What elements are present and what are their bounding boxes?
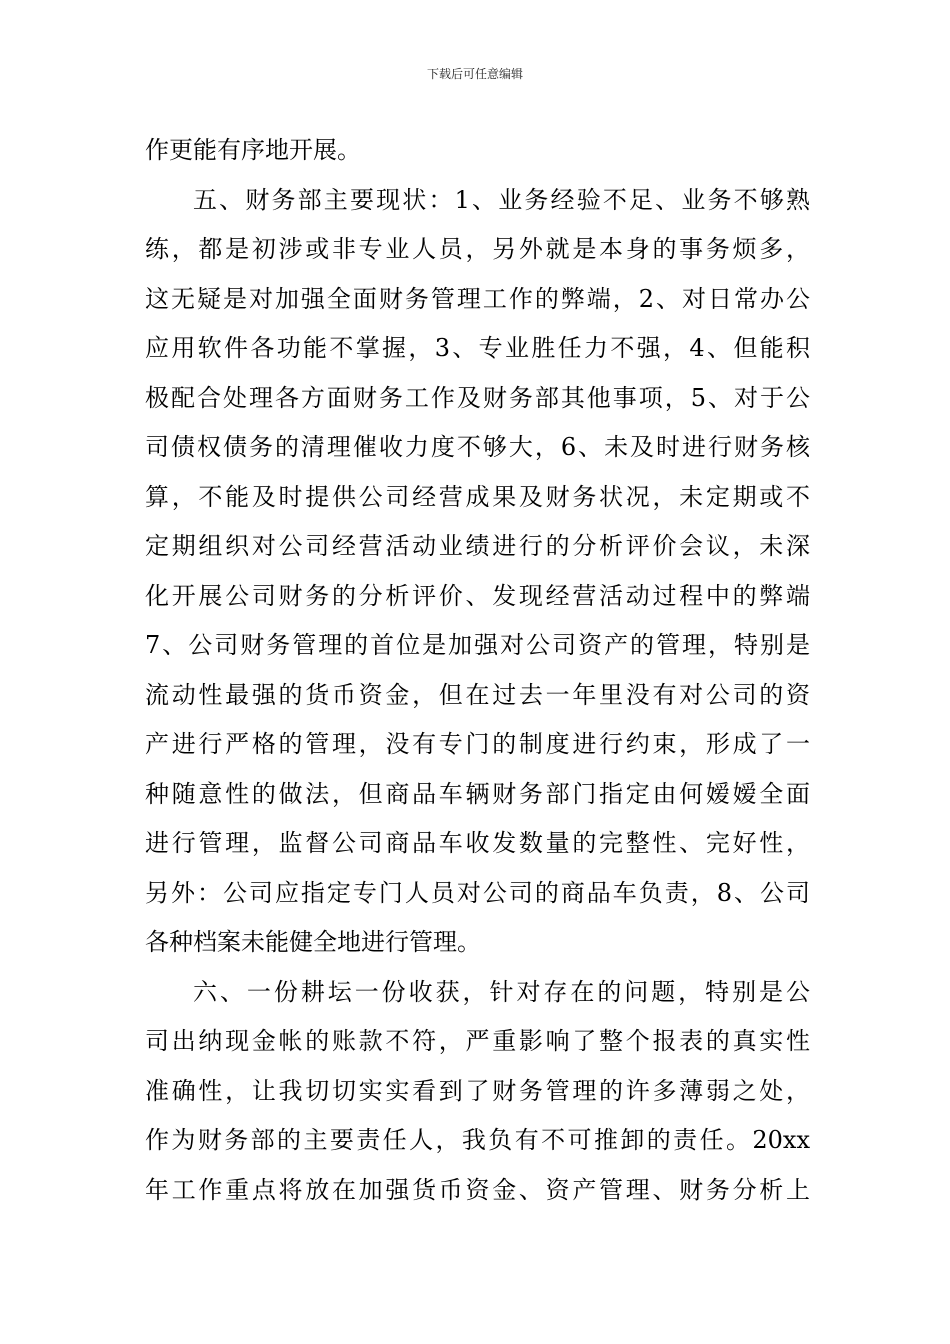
text-line: 这无疑是对加强全面财务管理工作的弊端，2、对日常办公 (145, 284, 810, 313)
text-line: 作为财务部的主要责任人，我负有不可推卸的责任。20xx (145, 1126, 810, 1154)
document-body (145, 126, 810, 1215)
text-line: 司出纳现金帐的账款不符，严重影响了整个报表的真实性 (145, 1027, 810, 1055)
page-header: 下载后可任意编辑 (426, 67, 523, 81)
text-line: 极配合处理各方面财务工作及财务部其他事项，5、对于公 (145, 383, 810, 412)
text-line: 算，不能及时提供公司经营成果及财务状况，未定期或不 (145, 482, 810, 511)
text-line: 种随意性的做法，但商品车辆财务部门指定由何嫒嫒全面 (145, 779, 810, 808)
text-line: 进行管理，监督公司商品车收发数量的完整性、完好性， (145, 829, 810, 857)
text-line: 准确性，让我切切实实看到了财务管理的许多薄弱之处， (145, 1076, 810, 1105)
text-line: 化开展公司财务的分析评价、发现经营活动过程中的弊端 (145, 581, 810, 610)
text-line: 司债权债务的清理催收力度不够大，6、未及时进行财务核 (145, 433, 810, 461)
text-line: 流动性最强的货币资金，但在过去一年里没有对公司的资 (145, 680, 810, 709)
text-line: 产进行严格的管理，没有专门的制度进行约束，形成了一 (145, 730, 810, 758)
text-line: 作更能有序地开展。 (145, 136, 361, 164)
paragraph-start-line: 六、一份耕坛一份收获，针对存在的问题，特别是公 (193, 977, 810, 1006)
text-line: 各种档案未能健全地进行管理。 (145, 928, 481, 956)
text-line: 年工作重点将放在加强货币资金、资产管理、财务分析上 (145, 1175, 810, 1204)
paragraph-start-line: 五、财务部主要现状：1、业务经验不足、业务不够熟 (193, 185, 810, 214)
text-line: 练，都是初涉或非专业人员，另外就是本身的事务烦多， (145, 235, 810, 263)
text-line: 定期组织对公司经营活动业绩进行的分析评价会议，未深 (145, 532, 810, 560)
text-line: 应用软件各功能不掌握，3、专业胜任力不强，4、但能积 (145, 334, 810, 362)
text-line: 另外：公司应指定专门人员对公司的商品车负责，8、公司 (145, 878, 810, 907)
text-line: 7、公司财务管理的首位是加强对公司资产的管理，特别是 (145, 631, 810, 659)
